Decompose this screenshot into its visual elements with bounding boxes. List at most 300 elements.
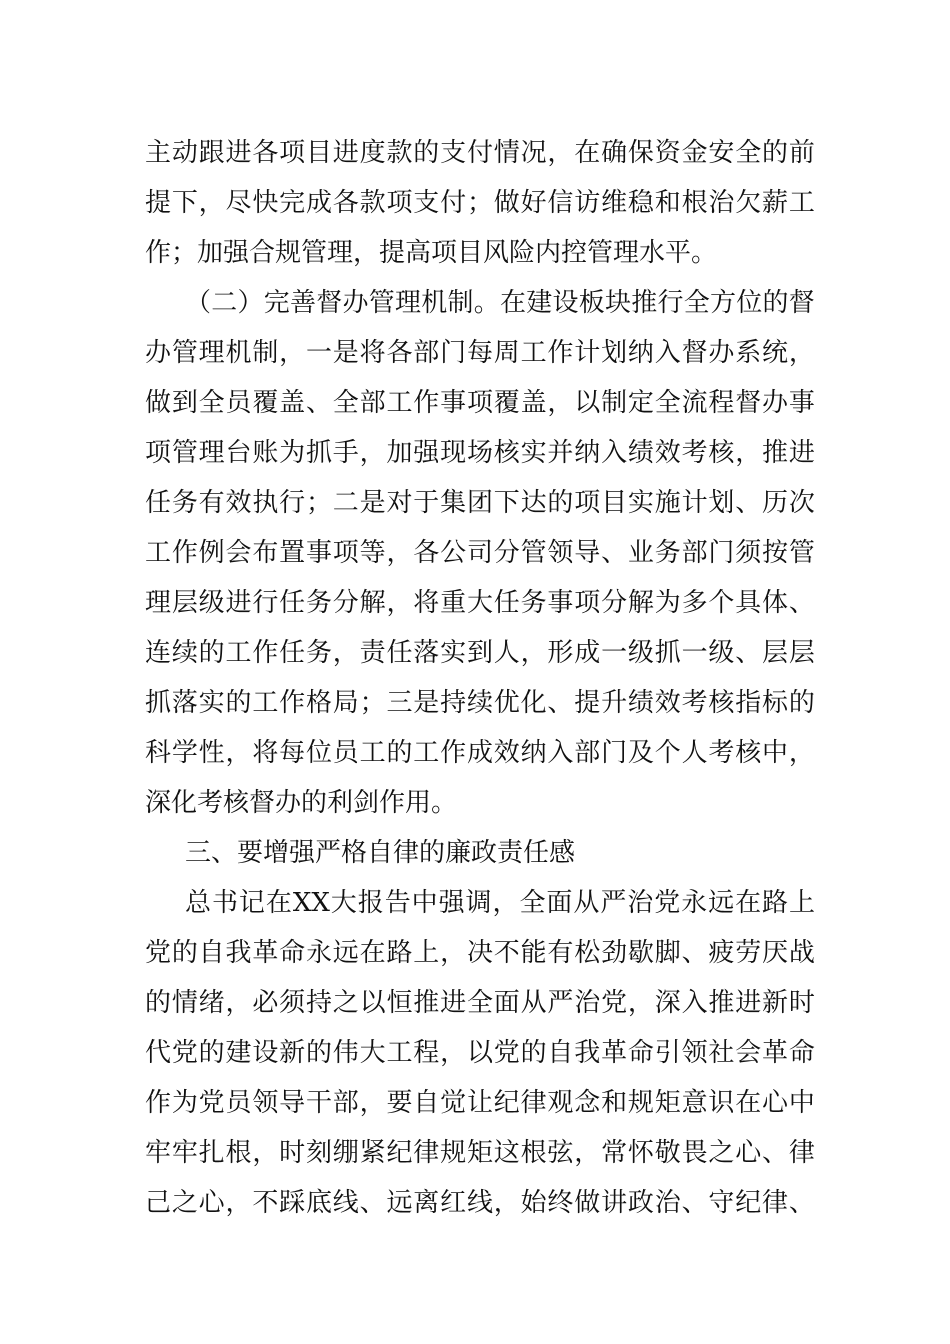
- glyph: ，: [279, 338, 306, 368]
- glyph: 欠: [735, 188, 762, 218]
- glyph: ，: [198, 188, 225, 218]
- glyph: 并: [547, 438, 574, 468]
- glyph: 新: [279, 1038, 306, 1068]
- glyph: 导: [574, 538, 601, 568]
- glyph: 责: [359, 638, 386, 668]
- glyph: 学: [171, 738, 198, 768]
- text-line: [145, 1028, 815, 1078]
- glyph: 觉: [440, 1088, 467, 1118]
- glyph: 深: [654, 988, 681, 1018]
- glyph: 计: [574, 338, 601, 368]
- glyph: 化: [520, 688, 547, 718]
- glyph: 项: [279, 138, 306, 168]
- glyph: 观: [547, 1088, 574, 1118]
- glyph: 书: [211, 888, 238, 918]
- glyph: 续: [466, 688, 493, 718]
- text-line: [145, 878, 815, 928]
- glyph: 划: [708, 488, 735, 518]
- glyph: 分: [332, 588, 359, 618]
- glyph: 以: [466, 1038, 493, 1068]
- glyph: 公: [440, 538, 467, 568]
- glyph: 部: [574, 738, 601, 768]
- glyph: 办: [342, 288, 369, 318]
- glyph: 线: [332, 1188, 359, 1218]
- glyph: 须: [735, 538, 762, 568]
- glyph: 盖: [520, 388, 547, 418]
- text-line: [145, 578, 815, 628]
- glyph: 落: [171, 688, 198, 718]
- glyph: 大: [466, 588, 493, 618]
- glyph: 具: [735, 588, 762, 618]
- glyph: 续: [171, 638, 198, 668]
- glyph: 置: [279, 538, 306, 568]
- glyph: 司: [466, 538, 493, 568]
- glyph: 作: [413, 388, 440, 418]
- glyph: 方: [710, 288, 737, 318]
- glyph: 集: [440, 488, 467, 518]
- glyph: 系: [735, 338, 762, 368]
- glyph: 效: [225, 488, 252, 518]
- glyph: 加: [386, 438, 413, 468]
- glyph: 情: [171, 988, 198, 1018]
- glyph: 个: [708, 588, 735, 618]
- glyph: 支: [440, 138, 467, 168]
- glyph: 二: [332, 488, 359, 518]
- glyph: 畏: [681, 1138, 708, 1168]
- glyph: 按: [762, 538, 789, 568]
- glyph: 导: [279, 1088, 306, 1118]
- glyph: 这: [493, 1138, 520, 1168]
- glyph: 建: [526, 288, 553, 318]
- glyph: 为: [279, 438, 306, 468]
- text-line: [145, 678, 815, 728]
- glyph: 考: [681, 688, 708, 718]
- glyph: 的: [225, 688, 252, 718]
- glyph: 款: [386, 138, 413, 168]
- glyph: 自: [198, 938, 225, 968]
- glyph: 踩: [279, 1188, 306, 1218]
- glyph: ；: [305, 488, 332, 518]
- glyph: 全: [735, 138, 762, 168]
- glyph: 须: [279, 988, 306, 1018]
- glyph: 党: [654, 888, 681, 918]
- text-line: [145, 978, 815, 1028]
- glyph: 层: [762, 638, 789, 668]
- glyph: 次: [788, 488, 815, 518]
- glyph: 记: [238, 888, 265, 918]
- text-line: [145, 1178, 815, 1228]
- glyph: 板: [578, 288, 605, 318]
- glyph: 资: [654, 138, 681, 168]
- glyph: 部: [359, 388, 386, 418]
- glyph: 重: [440, 588, 467, 618]
- glyph: 一: [681, 638, 708, 668]
- glyph: 款: [359, 188, 386, 218]
- glyph: 远: [332, 938, 359, 968]
- glyph: 台: [225, 438, 252, 468]
- glyph: 有: [547, 938, 574, 968]
- glyph: 度: [359, 138, 386, 168]
- glyph: 全: [654, 388, 681, 418]
- glyph: 时: [279, 1138, 306, 1168]
- glyph: 项: [386, 188, 413, 218]
- glyph: 前: [788, 138, 815, 168]
- glyph: ，: [627, 988, 654, 1018]
- glyph: 行: [657, 288, 684, 318]
- glyph: 效: [654, 688, 681, 718]
- glyph: 项: [466, 388, 493, 418]
- glyph: 制: [447, 288, 474, 318]
- glyph: 领: [681, 1038, 708, 1068]
- glyph: 各: [332, 188, 359, 218]
- glyph: 安: [708, 138, 735, 168]
- glyph: 核: [708, 438, 735, 468]
- glyph: 一: [601, 638, 628, 668]
- glyph: 局: [332, 688, 359, 718]
- glyph: 刻: [305, 1138, 332, 1168]
- glyph: ；: [466, 188, 493, 218]
- glyph: 脚: [654, 938, 681, 968]
- glyph: 金: [681, 138, 708, 168]
- glyph: 设: [552, 288, 579, 318]
- glyph: 全: [683, 288, 710, 318]
- glyph: 层: [171, 588, 198, 618]
- glyph: 将: [359, 338, 386, 368]
- glyph: 党: [171, 1038, 198, 1068]
- glyph: XX: [292, 888, 330, 918]
- glyph: 管: [788, 538, 815, 568]
- glyph: 全: [519, 888, 546, 918]
- glyph: 核: [708, 688, 735, 718]
- glyph: 解: [359, 588, 386, 618]
- glyph: 的: [762, 288, 789, 318]
- glyph: 入: [681, 988, 708, 1018]
- glyph: 纪: [493, 1088, 520, 1118]
- glyph: 的: [171, 938, 198, 968]
- text-line: [145, 378, 815, 428]
- glyph: 完: [263, 288, 290, 318]
- glyph: 分: [601, 588, 628, 618]
- glyph: 于: [413, 488, 440, 518]
- glyph: 大: [359, 1038, 386, 1068]
- text-line: [145, 178, 815, 228]
- glyph: 怀: [627, 1138, 654, 1168]
- glyph: 到: [171, 388, 198, 418]
- glyph: 为: [654, 588, 681, 618]
- glyph: 成: [574, 638, 601, 668]
- glyph: 好: [520, 188, 547, 218]
- glyph: 科: [145, 738, 172, 768]
- glyph: 线: [466, 1188, 493, 1218]
- text-line: [145, 928, 815, 978]
- glyph: 执: [252, 488, 279, 518]
- glyph: 施: [654, 488, 681, 518]
- glyph: 保: [627, 138, 654, 168]
- glyph: 务: [305, 588, 332, 618]
- glyph: 下: [493, 488, 520, 518]
- glyph: 理: [145, 588, 172, 618]
- glyph: 门: [440, 338, 467, 368]
- glyph: 的: [762, 138, 789, 168]
- glyph: 在: [735, 888, 762, 918]
- glyph: 治: [654, 1188, 681, 1218]
- glyph: ，: [788, 738, 815, 768]
- glyph: 标: [762, 688, 789, 718]
- glyph: 大: [330, 888, 357, 918]
- glyph: 各: [252, 138, 279, 168]
- glyph: 中: [762, 738, 789, 768]
- glyph: 成: [466, 738, 493, 768]
- glyph: 敬: [654, 1138, 681, 1168]
- glyph: 远: [386, 1188, 413, 1218]
- glyph: 作: [440, 738, 467, 768]
- glyph: 对: [386, 488, 413, 518]
- glyph: 自: [413, 1088, 440, 1118]
- glyph: 考: [681, 438, 708, 468]
- glyph: 强: [413, 438, 440, 468]
- glyph: 目: [305, 138, 332, 168]
- glyph: 规: [440, 1138, 467, 1168]
- glyph: 始: [520, 1188, 547, 1218]
- glyph: 实: [198, 688, 225, 718]
- glyph: ；: [359, 688, 386, 718]
- glyph: 督: [735, 388, 762, 418]
- glyph: 现: [440, 438, 467, 468]
- glyph: 实: [440, 638, 467, 668]
- glyph: 手: [332, 438, 359, 468]
- glyph: 进: [735, 988, 762, 1018]
- glyph: ，: [440, 938, 467, 968]
- glyph: 计: [681, 488, 708, 518]
- glyph: ，: [225, 1188, 252, 1218]
- glyph: 革: [252, 938, 279, 968]
- glyph: 事: [305, 538, 332, 568]
- glyph: 优: [493, 688, 520, 718]
- glyph: 分: [493, 538, 520, 568]
- glyph: 实: [627, 488, 654, 518]
- glyph: 工: [252, 688, 279, 718]
- glyph: 的: [788, 688, 815, 718]
- text-line: [145, 428, 815, 478]
- glyph: 制: [601, 388, 628, 418]
- glyph: 实: [520, 438, 547, 468]
- glyph: 门: [708, 538, 735, 568]
- glyph: 各: [413, 538, 440, 568]
- glyph: 己: [145, 1188, 172, 1218]
- glyph: 解: [627, 588, 654, 618]
- glyph: 永: [305, 938, 332, 968]
- glyph: 级: [198, 588, 225, 618]
- glyph: 盖: [279, 388, 306, 418]
- glyph: 和: [601, 1088, 628, 1118]
- glyph: 治: [574, 988, 601, 1018]
- glyph: 升: [601, 688, 628, 718]
- glyph: 稳: [627, 188, 654, 218]
- glyph: 绩: [627, 438, 654, 468]
- glyph: 统: [762, 338, 789, 368]
- glyph: 办: [708, 338, 735, 368]
- glyph: 松: [574, 938, 601, 968]
- glyph: 行: [279, 488, 306, 518]
- glyph: ，: [386, 538, 413, 568]
- glyph: 等: [359, 538, 386, 568]
- glyph: 层: [788, 638, 815, 668]
- glyph: 面: [493, 988, 520, 1018]
- glyph: 会: [735, 1038, 762, 1068]
- glyph: 部: [332, 1088, 359, 1118]
- glyph: 成: [305, 188, 332, 218]
- glyph: 底: [305, 1188, 332, 1218]
- glyph: 理: [198, 438, 225, 468]
- glyph: 管: [171, 438, 198, 468]
- glyph: 治: [708, 188, 735, 218]
- glyph: 、: [762, 1138, 789, 1168]
- glyph: 形: [547, 638, 574, 668]
- section-heading: 三、要增强严格自律的廉政责任感: [185, 838, 576, 868]
- glyph: 划: [601, 338, 628, 368]
- glyph: 严: [547, 988, 574, 1018]
- glyph: 为: [171, 1088, 198, 1118]
- glyph: 绪: [198, 988, 225, 1018]
- glyph: 督: [788, 288, 815, 318]
- glyph: 的: [305, 1038, 332, 1068]
- glyph: 歇: [627, 938, 654, 968]
- glyph: ，: [440, 1038, 467, 1068]
- glyph: 跟: [198, 138, 225, 168]
- glyph: 办: [145, 338, 172, 368]
- glyph: 命: [788, 1038, 815, 1068]
- glyph: 紧: [359, 1138, 386, 1168]
- glyph: 管: [520, 538, 547, 568]
- glyph: 门: [601, 738, 628, 768]
- glyph: 制: [252, 338, 279, 368]
- glyph: 终: [547, 1188, 574, 1218]
- glyph: 党: [145, 938, 172, 968]
- glyph: 的: [520, 1038, 547, 1068]
- glyph: 核: [735, 738, 762, 768]
- glyph: ，: [520, 638, 547, 668]
- glyph: 决: [466, 938, 493, 968]
- glyph: 律: [788, 1138, 815, 1168]
- glyph: 信: [547, 188, 574, 218]
- glyph: ，: [386, 588, 413, 618]
- glyph: 程: [413, 1038, 440, 1068]
- glyph: 、: [788, 588, 815, 618]
- glyph: 付: [466, 138, 493, 168]
- glyph: 位: [736, 288, 763, 318]
- glyph: 的: [413, 138, 440, 168]
- glyph: ，: [252, 1138, 279, 1168]
- glyph: 账: [252, 438, 279, 468]
- glyph: ，: [225, 988, 252, 1018]
- glyph: 任: [279, 638, 306, 668]
- glyph: 管: [171, 338, 198, 368]
- glyph: 、: [735, 488, 762, 518]
- glyph: 、: [735, 638, 762, 668]
- glyph: 任: [145, 488, 172, 518]
- glyph: 律: [520, 1088, 547, 1118]
- glyph: 布: [252, 538, 279, 568]
- glyph: 、: [547, 688, 574, 718]
- glyph: 流: [681, 388, 708, 418]
- glyph: 在: [574, 138, 601, 168]
- glyph: 劲: [601, 938, 628, 968]
- glyph: 是: [332, 338, 359, 368]
- glyph: 。: [473, 288, 500, 318]
- glyph: 务: [305, 638, 332, 668]
- glyph: 的: [198, 638, 225, 668]
- glyph: ，: [225, 738, 252, 768]
- glyph: 机: [421, 288, 448, 318]
- glyph: 程: [708, 388, 735, 418]
- glyph: 一: [305, 338, 332, 368]
- glyph: 推: [631, 288, 658, 318]
- glyph: 念: [574, 1088, 601, 1118]
- glyph: 绷: [332, 1138, 359, 1168]
- glyph: 从: [573, 888, 600, 918]
- glyph: 情: [493, 138, 520, 168]
- text-line: [145, 278, 815, 328]
- glyph: 和: [654, 188, 681, 218]
- glyph: 领: [547, 538, 574, 568]
- glyph: 行: [252, 588, 279, 618]
- glyph: 建: [225, 1038, 252, 1068]
- glyph: 意: [681, 1088, 708, 1118]
- glyph: 二: [211, 288, 238, 318]
- glyph: 党: [198, 1088, 225, 1118]
- glyph: 我: [574, 1038, 601, 1068]
- glyph: 事: [788, 388, 815, 418]
- glyph: 的: [198, 1038, 225, 1068]
- glyph: 工: [520, 338, 547, 368]
- glyph: 效: [493, 738, 520, 768]
- glyph: 机: [225, 338, 252, 368]
- glyph: 根: [681, 188, 708, 218]
- glyph: 在: [735, 1088, 762, 1118]
- glyph: 中: [411, 888, 438, 918]
- glyph: 历: [762, 488, 789, 518]
- glyph: 调: [465, 888, 492, 918]
- glyph: 人: [493, 638, 520, 668]
- glyph: 务: [171, 488, 198, 518]
- glyph: 善: [290, 288, 317, 318]
- glyph: 维: [601, 188, 628, 218]
- glyph: 做: [493, 188, 520, 218]
- glyph: 覆: [252, 388, 279, 418]
- glyph: 、: [681, 938, 708, 968]
- glyph: 路: [762, 888, 789, 918]
- glyph: 提: [145, 188, 172, 218]
- glyph: 推: [762, 438, 789, 468]
- glyph: 远: [708, 888, 735, 918]
- glyph: 上: [413, 938, 440, 968]
- glyph: 办: [762, 388, 789, 418]
- glyph: 报: [357, 888, 384, 918]
- glyph: 牢: [145, 1138, 172, 1168]
- glyph: 心: [735, 1138, 762, 1168]
- glyph: 做: [574, 1188, 601, 1218]
- glyph: 领: [252, 1088, 279, 1118]
- glyph: 社: [708, 1038, 735, 1068]
- glyph: 扎: [198, 1138, 225, 1168]
- glyph: 推: [708, 988, 735, 1018]
- glyph: 场: [466, 438, 493, 468]
- glyph: 命: [627, 1038, 654, 1068]
- glyph: 确: [601, 138, 628, 168]
- glyph: 时: [788, 988, 815, 1018]
- text-line: [145, 478, 815, 528]
- glyph: 项: [574, 588, 601, 618]
